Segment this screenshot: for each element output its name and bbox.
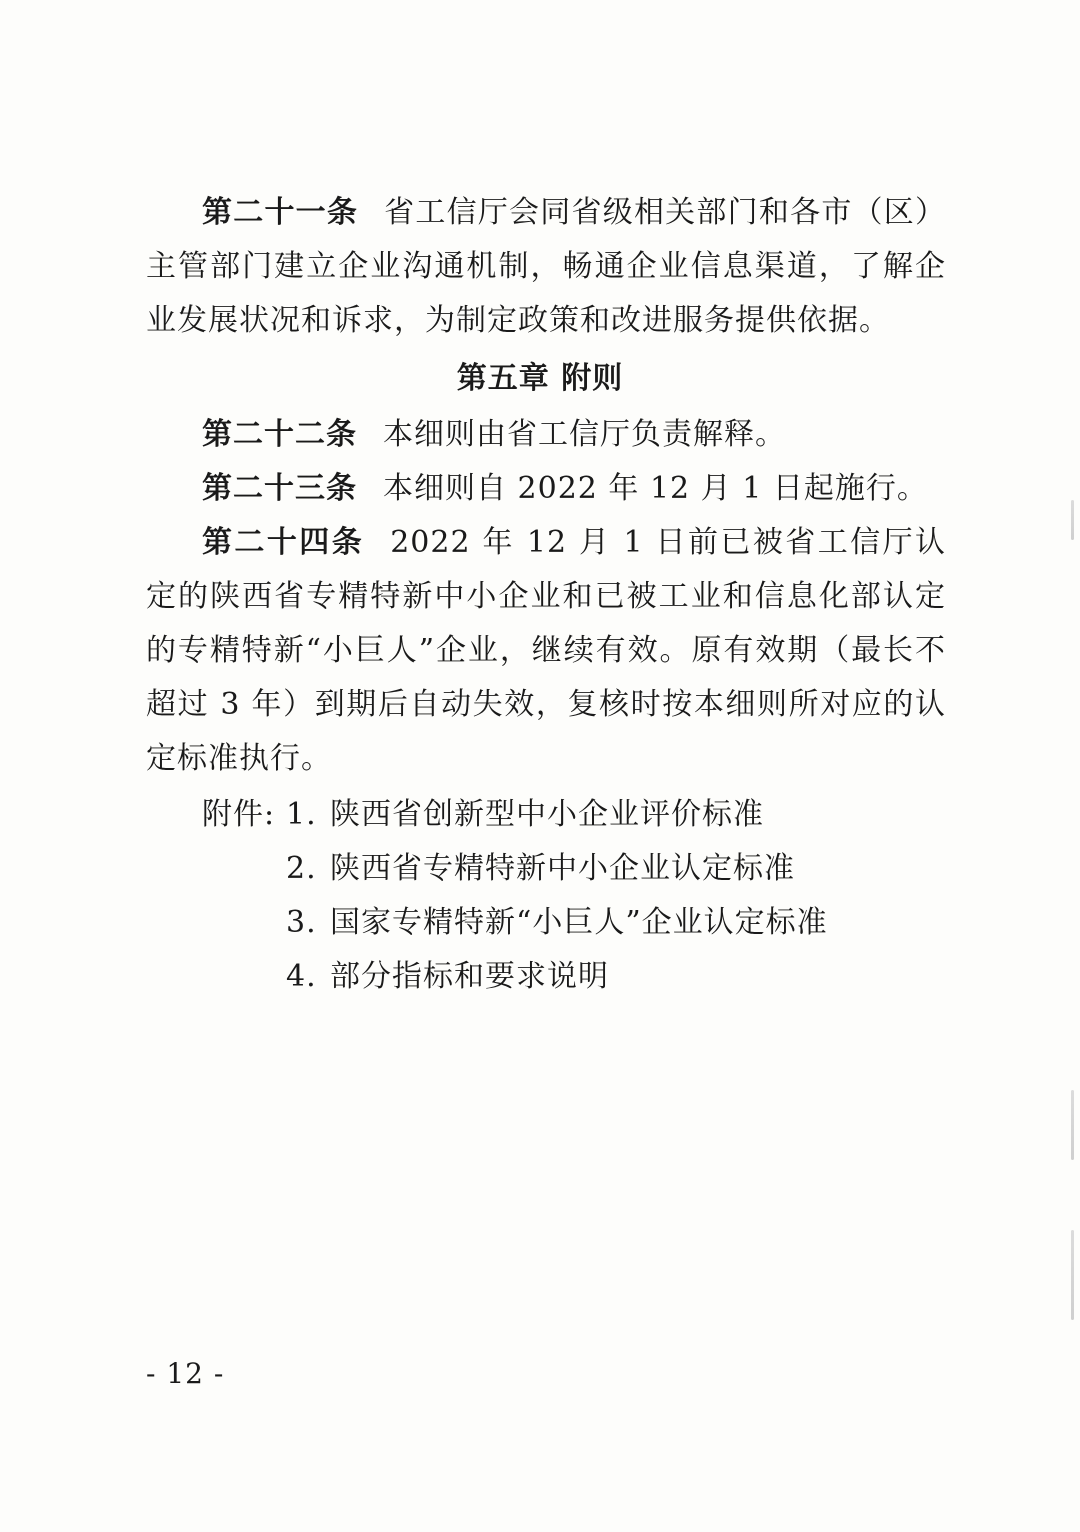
article-23-text: 本细则自 2022 年 12 月 1 日起施行。 xyxy=(383,471,928,506)
attachment-item-1 xyxy=(286,792,764,838)
attachment-title: 国家专精特新“小巨人”企业认定标准 xyxy=(330,905,828,940)
attachment-number: 1. xyxy=(286,797,317,832)
attachment-number: 4. xyxy=(286,959,317,994)
attachment-title: 部分指标和要求说明 xyxy=(330,959,609,994)
attachment-item-4 xyxy=(286,954,609,1000)
chapter-title: 第五章 附则 xyxy=(456,361,624,396)
article-22 xyxy=(146,408,946,462)
attachments-label: 附件: xyxy=(202,797,276,832)
attachment-number: 2. xyxy=(286,851,317,886)
article-24-heading: 第二十四条 xyxy=(202,525,365,560)
attachment-title: 陕西省创新型中小企业评价标准 xyxy=(330,797,764,832)
attachment-title: 陕西省专精特新中小企业认定标准 xyxy=(330,851,795,886)
attachment-item-2 xyxy=(286,846,795,892)
article-21 xyxy=(146,186,946,348)
article-24 xyxy=(146,516,946,786)
attachment-item-3 xyxy=(286,900,828,946)
article-23 xyxy=(146,462,946,516)
article-22-heading: 第二十二条 xyxy=(202,417,357,452)
article-22-text: 本细则由省工信厅负责解释。 xyxy=(383,417,786,452)
attachment-number: 3. xyxy=(286,905,317,940)
article-23-heading: 第二十三条 xyxy=(202,471,357,506)
scan-edge-mark xyxy=(1071,1230,1074,1320)
page-number: - 12 - xyxy=(146,1357,225,1390)
scan-edge-mark xyxy=(1071,500,1074,540)
article-21-text: 省工信厅会同省级相关部门和各市（区）主管部门建立企业沟通机制，畅通企业信息渠道，了解企业发展状况和诉求，为制定政策和改进服务提供依据。 xyxy=(146,195,947,338)
article-24-text: 2022 年 12 月 1 日前已被省工信厅认定的陕西省专精特新中小企业和已被工业和信息化部认定的专精特新“小巨人”企业，继续有效。原有效期（最长不超过 3 年）到期后自动失效，复核时按本细则所对应的认定标准执行。 xyxy=(146,525,947,776)
scan-edge-mark xyxy=(1071,1090,1074,1160)
article-21-heading: 第二十一条 xyxy=(202,195,359,230)
